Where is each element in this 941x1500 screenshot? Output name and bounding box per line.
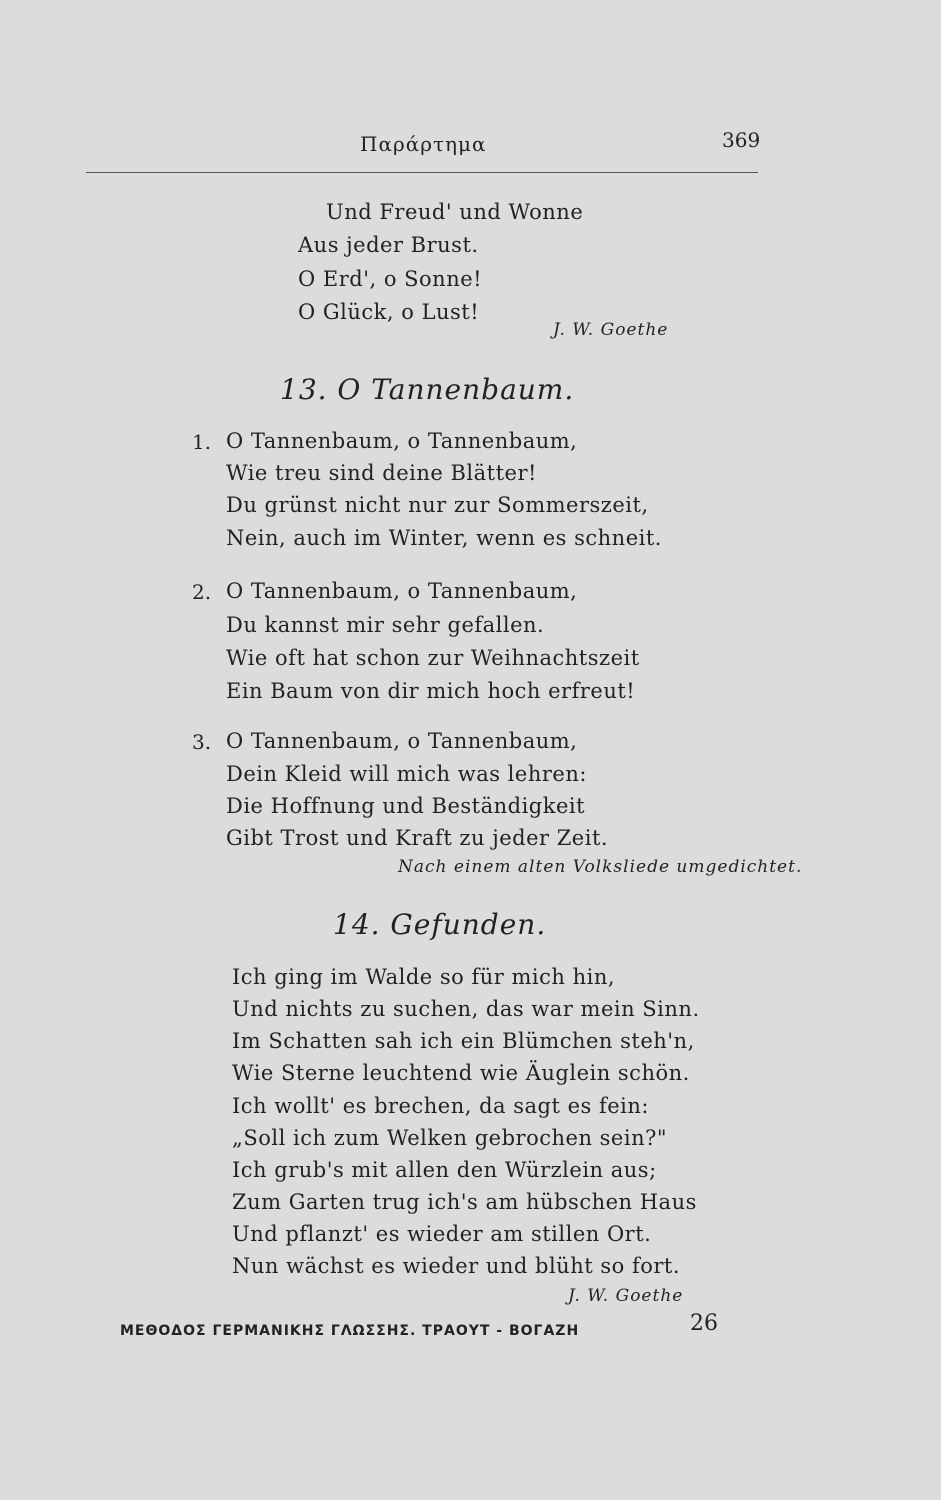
poem-line: Wie Sterne leuchtend wie Äuglein schön.: [232, 1061, 690, 1085]
poem-line: Wie oft hat schon zur Weihnachtszeit: [226, 646, 640, 670]
page-number: 369: [722, 128, 761, 152]
stanza-number: 1.: [192, 430, 212, 454]
poem14-author: J. W. Goethe: [568, 1286, 684, 1306]
poem-line: Gibt Trost und Kraft zu jeder Zeit.: [226, 826, 609, 850]
poem-line: O Tannenbaum, o Tannenbaum,: [226, 729, 578, 753]
poem-line: Und pflanzt' es wieder am stillen Ort.: [232, 1222, 652, 1246]
poem-line: Dein Kleid will mich was lehren:: [226, 762, 587, 786]
poem14-title: 14. Gefunden.: [333, 908, 547, 941]
poem-line: Du kannst mir sehr gefallen.: [226, 613, 545, 637]
running-header-title: Παράρτημα: [360, 132, 487, 156]
poem-line: Wie treu sind deine Blätter!: [226, 461, 537, 485]
footer-book-title: ΜΕΘΟΔΟΣ ΓΕΡΜΑΝΙΚΗΣ ΓΛΩΣΣΗΣ. ΤΡΑΟΥΤ - ΒΟΓΑΖΗ: [120, 1323, 580, 1339]
poem-line: „Soll ich zum Welken gebrochen sein?": [232, 1126, 668, 1150]
poem12-author: J. W. Goethe: [553, 320, 669, 340]
poem-line: Aus jeder Brust.: [298, 233, 479, 257]
poem-line: Du grünst nicht nur zur Sommerszeit,: [226, 493, 649, 517]
poem13-attribution: Nach einem alten Volksliede umgedichtet.: [398, 857, 803, 877]
poem-line: Ein Baum von dir mich hoch erfreut!: [226, 679, 636, 703]
poem13-title: 13. O Tannenbaum.: [280, 373, 575, 406]
stanza-number: 2.: [192, 580, 212, 604]
poem-line: Zum Garten trug ich's am hübschen Haus: [232, 1190, 697, 1214]
poem-line: Die Hoffnung und Beständigkeit: [226, 794, 586, 818]
poem-line: O Erd', o Sonne!: [298, 267, 483, 291]
poem-line: Ich wollt' es brechen, da sagt es fein:: [232, 1094, 649, 1118]
poem-line: O Glück, o Lust!: [298, 300, 480, 324]
poem-line: Ich grub's mit allen den Würzlein aus;: [232, 1158, 657, 1182]
poem-line: Ich ging im Walde so für mich hin,: [232, 965, 616, 989]
header-rule: [86, 172, 758, 173]
poem-line: Nun wächst es wieder und blüht so fort.: [232, 1254, 681, 1278]
poem-line: Nein, auch im Winter, wenn es schneit.: [226, 526, 662, 550]
poem-line: Im Schatten sah ich ein Blümchen steh'n,: [232, 1029, 695, 1053]
signature-mark: 26: [690, 1311, 718, 1336]
poem-line: O Tannenbaum, o Tannenbaum,: [226, 429, 578, 453]
stanza-number: 3.: [192, 730, 212, 754]
poem-line: Und nichts zu suchen, das war mein Sinn.: [232, 997, 700, 1021]
poem-line: O Tannenbaum, o Tannenbaum,: [226, 579, 578, 603]
poem-line: Und Freud' und Wonne: [326, 200, 584, 224]
